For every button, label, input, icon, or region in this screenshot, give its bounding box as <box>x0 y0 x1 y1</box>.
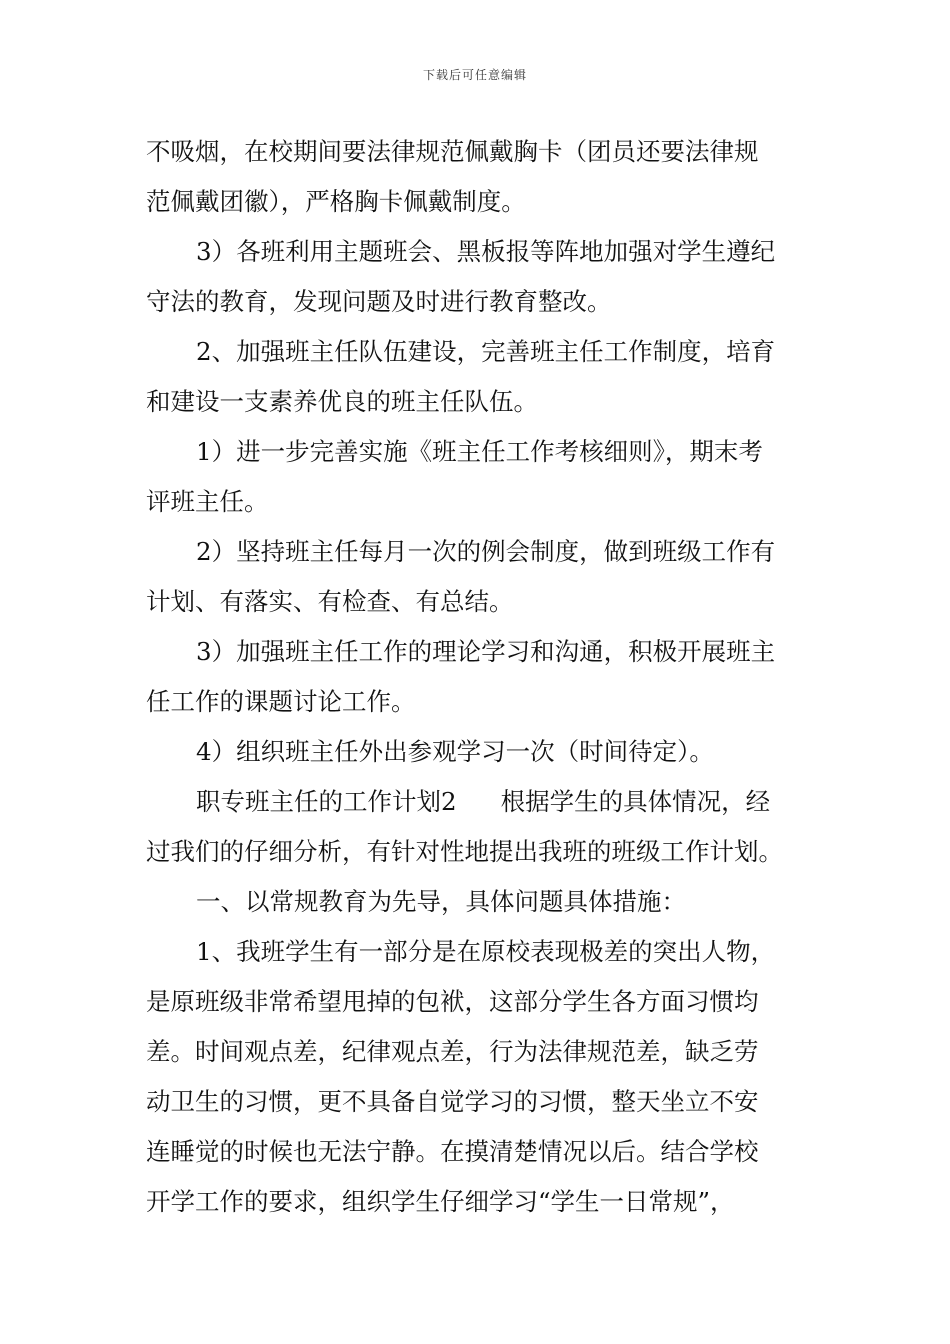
text-line: 是原班级非常希望甩掉的包袱，这部分学生各方面习惯均 <box>146 987 759 1016</box>
header-note: 下载后可任意编辑 <box>422 68 527 82</box>
text-line <box>146 777 808 827</box>
text-line: 一、以常规教育为先导，具体问题具体措施： <box>196 887 686 916</box>
text-line: 守法的教育，发现问题及时进行教育整改。 <box>146 287 612 316</box>
text-line: 计划、有落实、有检查、有总结。 <box>146 587 514 616</box>
body-text <box>146 127 808 1227</box>
text-line: 不吸烟，在校期间要法律规范佩戴胸卡（团员还要法律规 <box>146 137 759 166</box>
text-line: 2、加强班主任队伍建设，完善班主任工作制度，培育 <box>196 337 776 366</box>
text-line: 1、我班学生有一部分是在原校表现极差的突出人物， <box>196 937 776 966</box>
text-line: 2）坚持班主任每月一次的例会制度，做到班级工作有 <box>196 537 776 566</box>
text-line: 评班主任。 <box>146 487 269 516</box>
text-line: 任工作的课题讨论工作。 <box>146 687 416 716</box>
text-segment: 根据学生的具体情况，经 <box>500 787 771 816</box>
text-line: 差。时间观点差，纪律观点差，行为法律规范差，缺乏劳 <box>146 1037 759 1066</box>
text-line: 连睡觉的时候也无法宁静。在摸清楚情况以后。结合学校 <box>146 1137 759 1166</box>
text-line: 3）加强班主任工作的理论学习和沟通，积极开展班主 <box>196 637 776 666</box>
text-line: 开学工作的要求，组织学生仔细学习“学生一日常规”， <box>146 1187 735 1216</box>
text-line: 4）组织班主任外出参观学习一次（时间待定）。 <box>196 737 714 766</box>
section-title: 职专班主任的工作计划2 <box>196 787 457 816</box>
text-line: 3）各班利用主题班会、黑板报等阵地加强对学生遵纪 <box>196 237 776 266</box>
text-line: 动卫生的习惯，更不具备自觉学习的习惯，整天坐立不安 <box>146 1087 759 1116</box>
text-line: 和建设一支素养优良的班主任队伍。 <box>146 387 538 416</box>
text-line: 1）进一步完善实施《班主任工作考核细则》，期末考 <box>196 437 763 466</box>
text-line: 过我们的仔细分析，有针对性地提出我班的班级工作计划。 <box>146 837 783 866</box>
text-line: 范佩戴团徽），严格胸卡佩戴制度。 <box>146 187 526 216</box>
